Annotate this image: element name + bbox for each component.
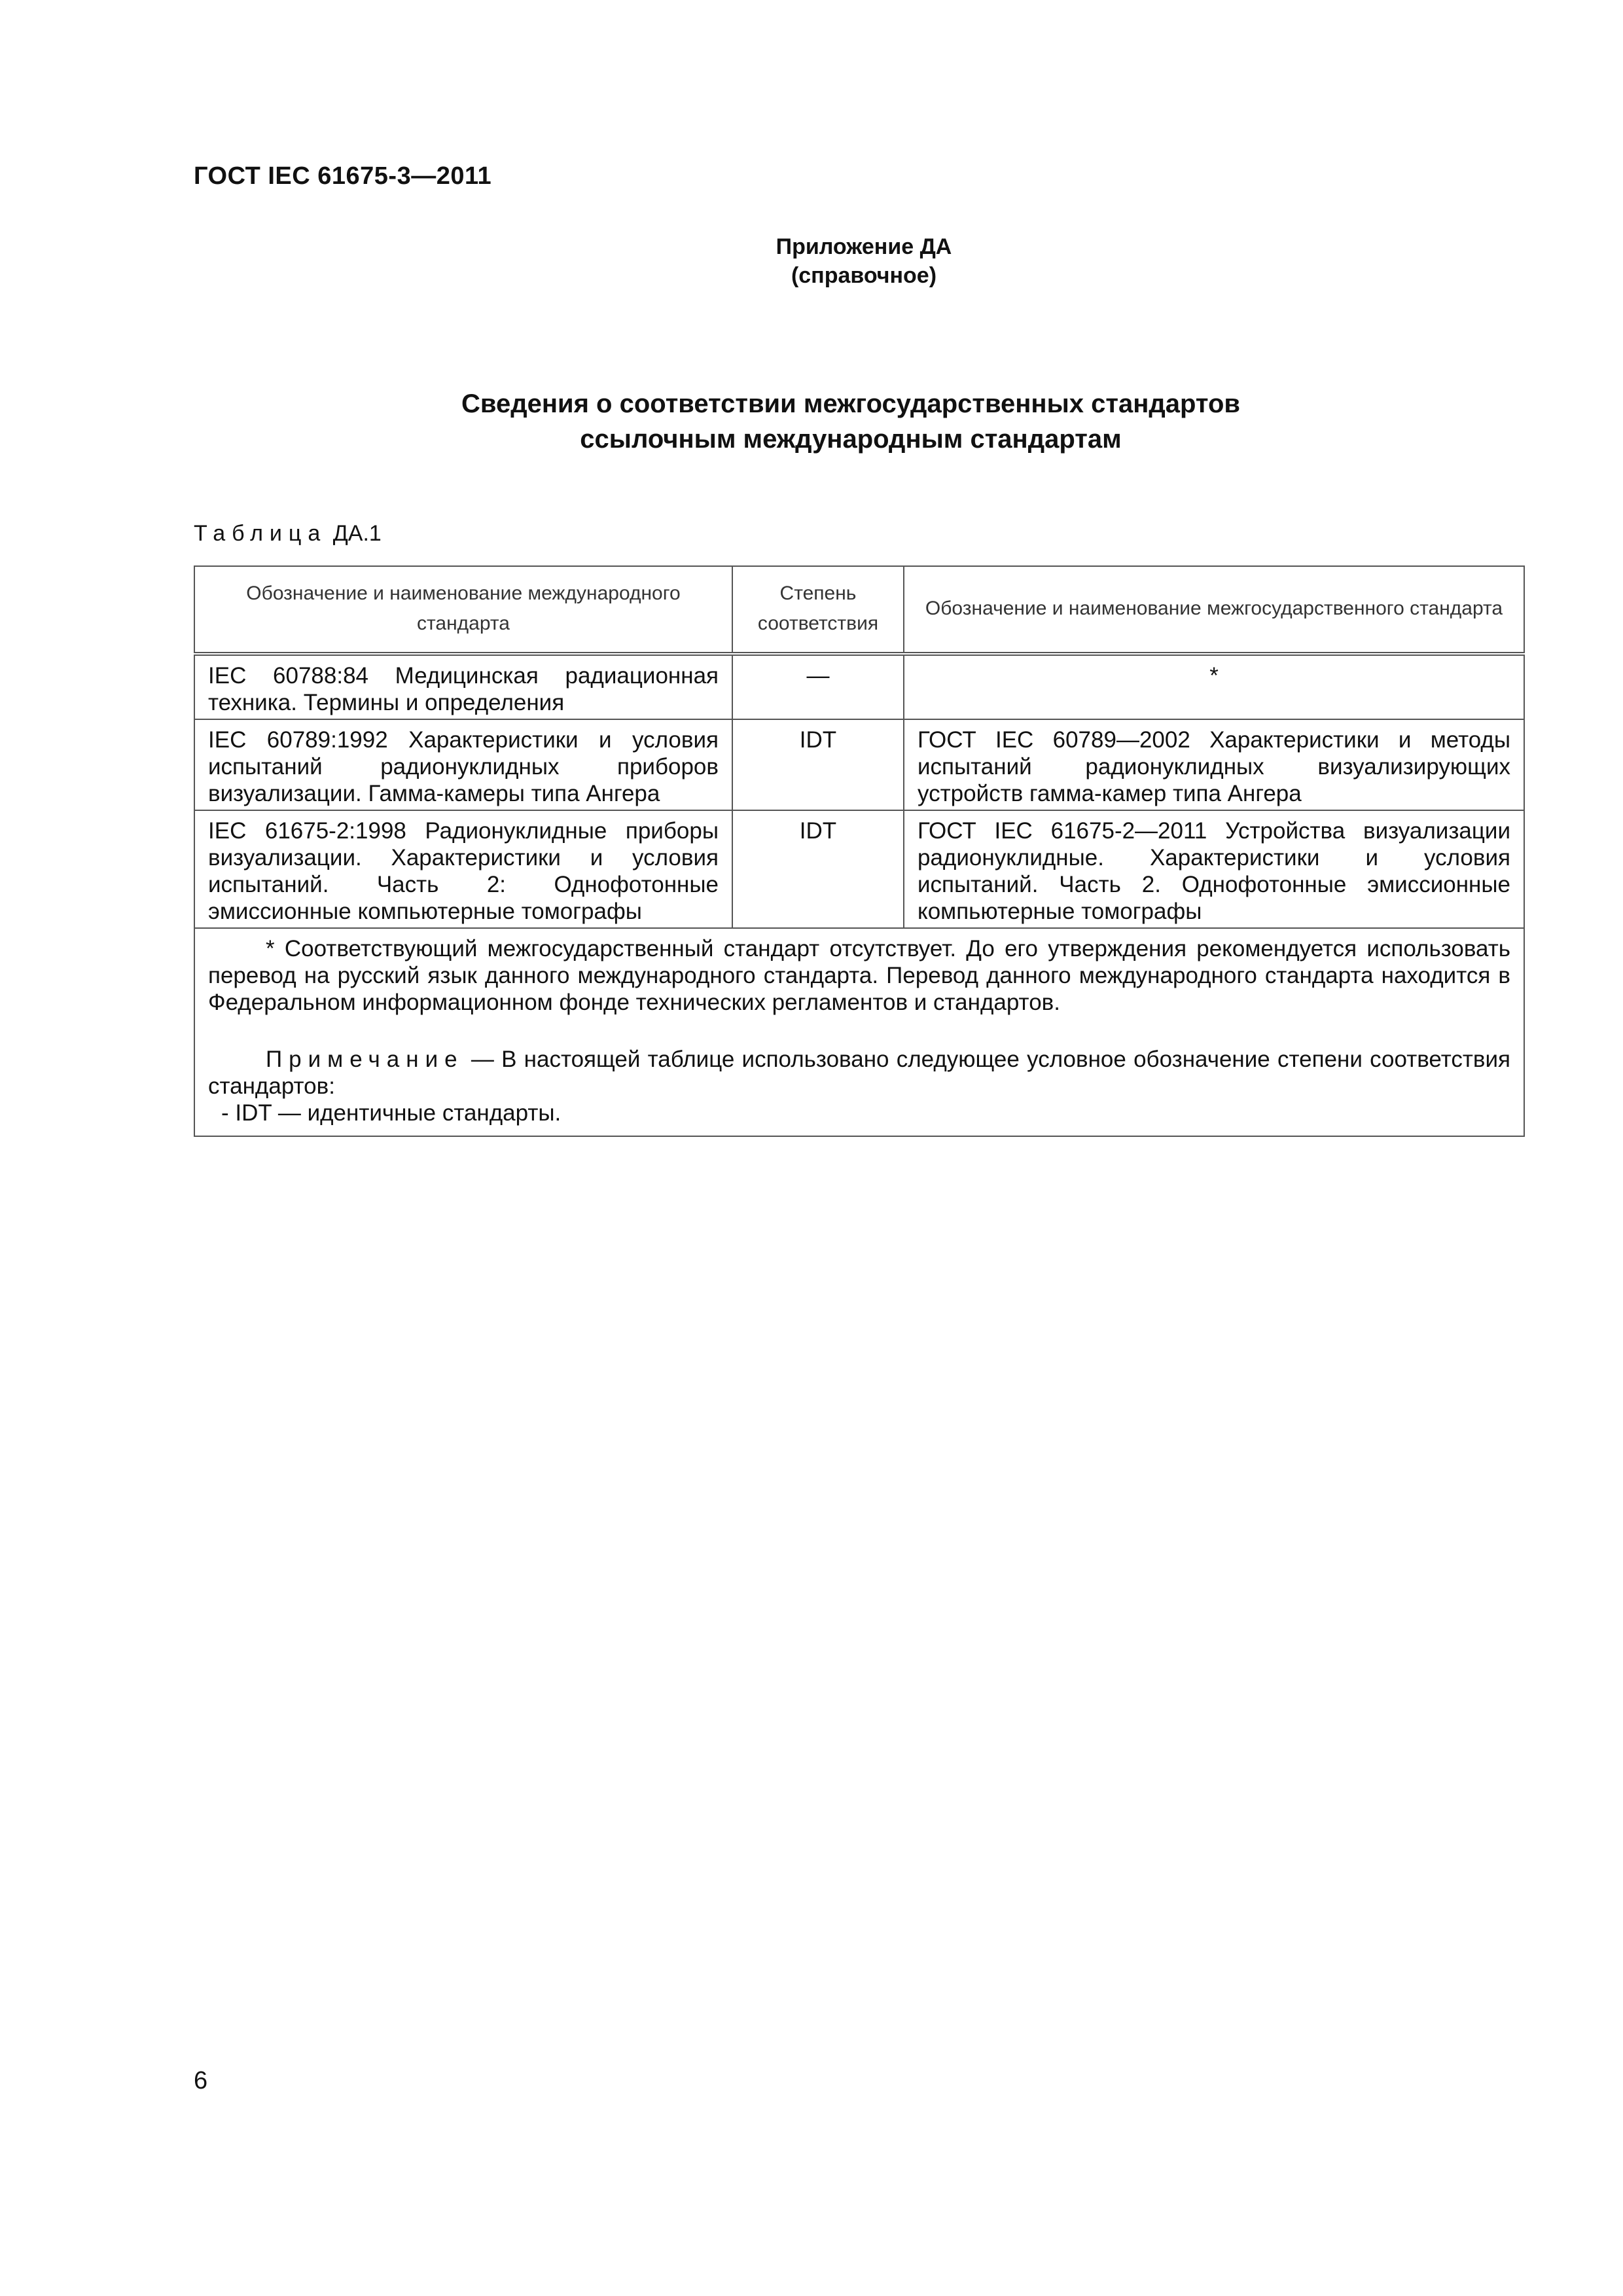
header-international-standard: Обозначение и наименование международного стандарта xyxy=(194,566,732,654)
table-row xyxy=(194,719,1524,810)
section-title-line-2: ссылочным международным стандартам xyxy=(580,425,1122,454)
annex-heading xyxy=(681,232,1047,290)
annex-type: (справочное) xyxy=(791,263,937,288)
table-caption-word: Таблица xyxy=(194,521,327,546)
degree-cell: — xyxy=(732,654,904,719)
page-number: 6 xyxy=(194,2067,208,2094)
international-standard-cell: IEC 60788:84 Медицинская радиационная техника. Термины и определения xyxy=(194,654,732,719)
correspondence-table xyxy=(194,565,1525,1137)
interstate-standard-cell: ГОСТ IEC 60789—2002 Характеристики и методы испытаний радионуклидных визуализирующих устройств гамма-камер типа Ангера xyxy=(904,719,1524,810)
remark-text: — В настоящей таблице использовано следующее условное обозначение степени соответствия стандартов: xyxy=(208,1047,1510,1099)
annex-title: Приложение ДА xyxy=(776,234,952,259)
international-standard-cell: IEC 60789:1992 Характеристики и условия испытаний радионуклидных приборов визуализации. Гамма-камеры типа Ангера xyxy=(194,719,732,810)
table-row xyxy=(194,654,1524,719)
international-standard-cell: IEC 61675-2:1998 Радионуклидные приборы визуализации. Характеристики и условия испытаний. Часть 2: Однофотонные эмиссионные компьютерные томографы xyxy=(194,810,732,928)
section-title-line-1: Сведения о соответствии межгосударственных стандартов xyxy=(461,389,1240,418)
table-caption-number: ДА.1 xyxy=(332,521,382,546)
table-footnote: * Соответствующий межгосударственный стандарт отсутствует. До его утверждения рекомендуется использовать перевод на русский язык данного международного стандарта. Перевод данного международного стандарта находится в Федеральном информационном фонде технических регламентов и стандартов. xyxy=(208,936,1510,1015)
remark-list-item: - IDT — идентичные стандарты. xyxy=(221,1100,562,1126)
table-header-row xyxy=(194,566,1524,654)
header-degree-of-correspondence: Степень соответствия xyxy=(732,566,904,654)
table-notes-row xyxy=(194,928,1524,1136)
table-notes-cell xyxy=(194,928,1524,1136)
interstate-standard-cell: * xyxy=(904,654,1524,719)
table-remark xyxy=(208,1046,1510,1100)
table-caption xyxy=(194,521,382,547)
document-code: ГОСТ IEC 61675-3—2011 xyxy=(194,162,492,190)
header-interstate-standard: Обозначение и наименование межгосударственного стандарта xyxy=(904,566,1524,654)
remark-word: Примечание xyxy=(266,1047,464,1072)
degree-cell: IDT xyxy=(732,719,904,810)
section-title xyxy=(262,386,1440,457)
correspondence-table-container xyxy=(194,565,1524,1137)
interstate-standard-cell: ГОСТ IEC 61675-2—2011 Устройства визуализации радионуклидные. Характеристики и условия испытаний. Часть 2. Однофотонные эмиссионные компьютерные томографы xyxy=(904,810,1524,928)
degree-cell: IDT xyxy=(732,810,904,928)
table-row xyxy=(194,810,1524,928)
